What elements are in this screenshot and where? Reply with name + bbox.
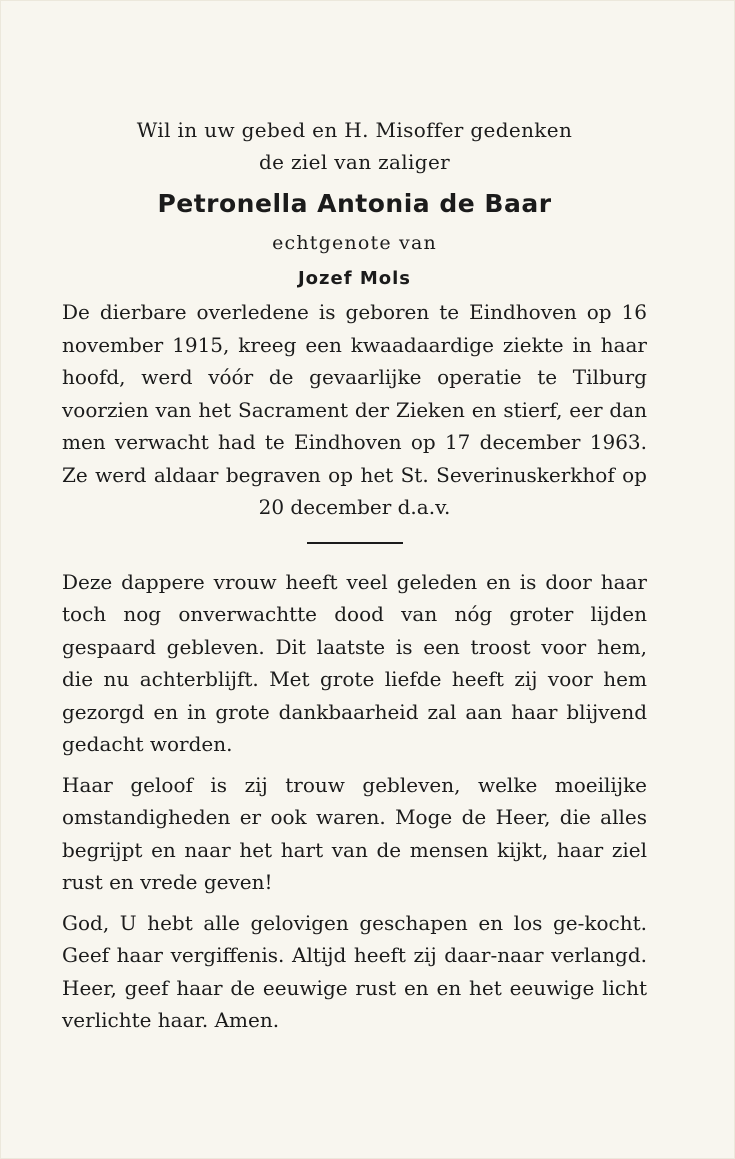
reflection-paragraph-1: Deze dappere vrouw heeft veel geleden en is door haar toch nog onverwachtte dood van nóg groter lijden gespaard gebleven. Dit laatste is een troost voor hem, die nu achterblijft. Met grote liefde heeft zij voor hem gezorgd en in grote dankbaarheid zal aan haar blijvend gedacht worden. [62, 569, 647, 756]
section-divider [307, 542, 403, 544]
reflection-paragraph-2: Haar geloof is zij trouw gebleven, welke moeilijke omstandigheden er ook waren. Moge de Heer, die alles begrijpt en naar het hart van de mensen kijkt, haar ziel rust en vrede geven! [62, 772, 647, 894]
deceased-name: Petronella Antonia de Baar [157, 189, 552, 218]
intro-line-2: de ziel van zaliger [258, 150, 451, 174]
spouse-label: echtgenote van [272, 232, 437, 254]
intro-line-1: Wil in uw gebed en H. Misoffer gedenken [136, 118, 573, 142]
prayer-paragraph: God, U hebt alle gelovigen geschapen en los ge-kocht. Geef haar vergiffenis. Altijd heeft zij daar-naar verlangd. Heer, geef haar de eeuwige rust en en het eeuwige licht verlichte haar. Amen. [62, 910, 647, 1032]
card-content [62, 114, 647, 1037]
biography-paragraph: De dierbare overledene is geboren te Eindhoven op 16 november 1915, kreeg een kwaadaardige ziekte in haar hoofd, werd vóór de gevaarlijke operatie te Tilburg voorzien van het Sacrament der Zieken en stierf, eer dan men verwacht had te Eindhoven op 17 december 1963. Ze werd aldaar begraven op het St. Severinuskerkhof op 20 december d.a.v. [62, 300, 647, 519]
spouse-name: Jozef Mols [297, 268, 411, 289]
